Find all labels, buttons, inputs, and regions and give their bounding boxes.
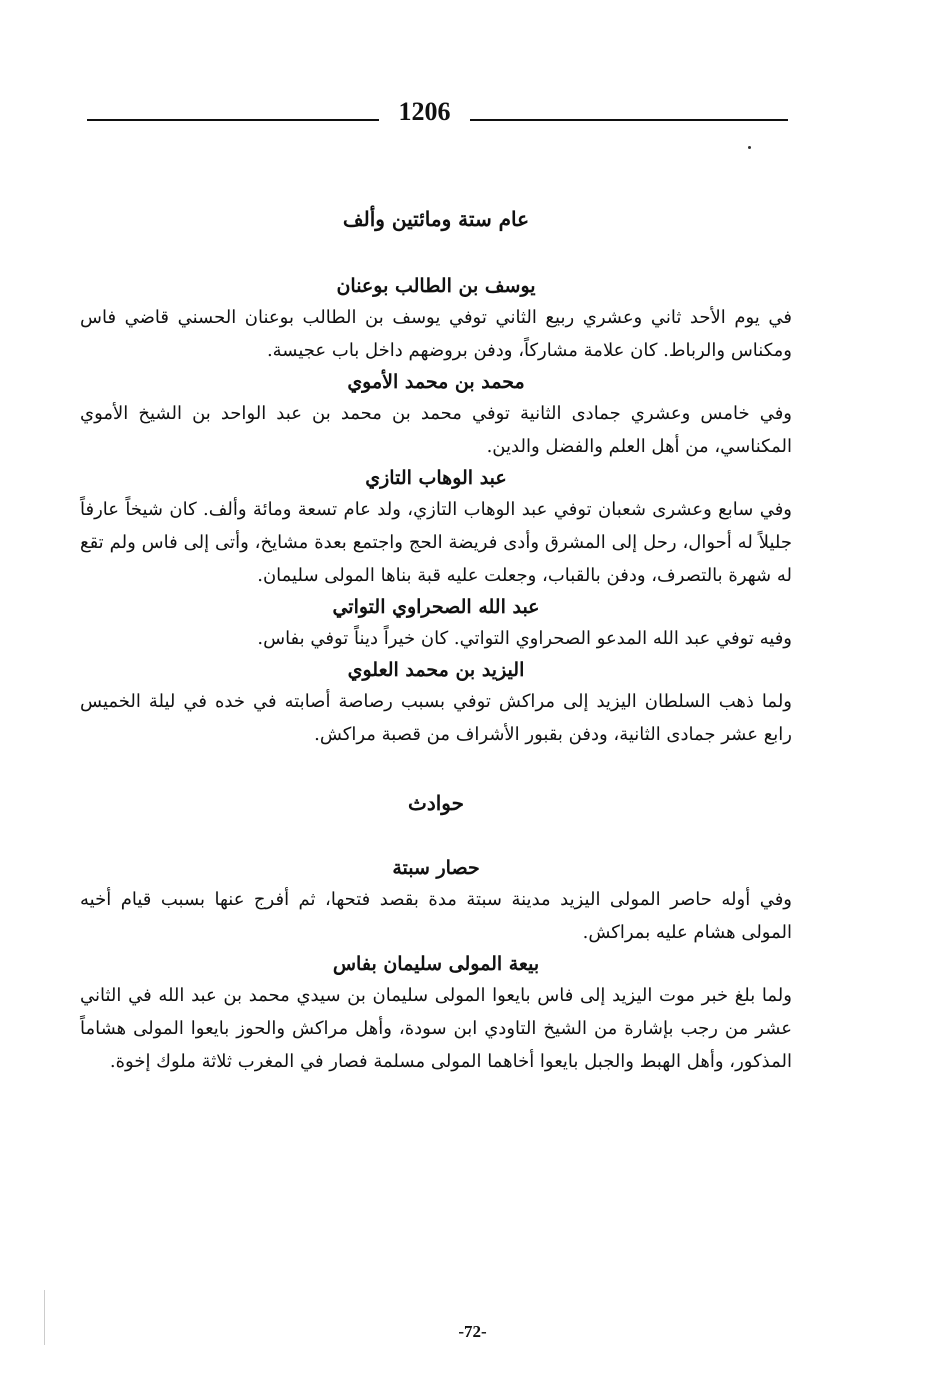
entry-text: وفي خامس وعشري جمادى الثانية توفي محمد بن محمد بن عبد الواحد بن الشيخ الأموي المكناسي، من أهل العلم والفضل والدين. xyxy=(80,403,792,457)
entry-title: محمد بن محمد الأموي xyxy=(347,371,525,393)
section-title-deaths: عام ستة ومائتين وألف xyxy=(342,207,530,231)
entry-text: وفي أوله حاصر المولى اليزيد مدينة سبتة مدة بقصد فتحها، ثم أفرج عنها بسبب قيام أخيه المولى هشام عليه بمراكش. xyxy=(80,889,792,943)
header-rule-left xyxy=(87,119,379,121)
entry-text: وفيه توفي عبد الله المدعو الصحراوي التواتي. كان خيراً ديناً توفي بفاس. xyxy=(257,628,792,649)
entry-title: عبد الله الصحراوي التواتي xyxy=(332,596,540,618)
entry-title: اليزيد بن محمد العلوي xyxy=(347,659,525,681)
entry-text: في يوم الأحد ثاني وعشري ربيع الثاني توفي يوسف بن الطالب بوعنان الحسني قاضي فاس ومكناس والرباط. كان علامة مشاركاً، ودفن بروضهم داخل باب عجيسة. xyxy=(80,307,792,361)
section-title-events: حوادث xyxy=(408,791,464,815)
page-number: -72- xyxy=(458,1322,487,1341)
page-year: 1206 xyxy=(398,97,451,126)
header-rule-right xyxy=(470,119,788,121)
entry-title: بيعة المولى سليمان بفاس xyxy=(332,953,540,975)
stray-dot xyxy=(748,146,751,149)
entry-text: ولما ذهب السلطان اليزيد إلى مراكش توفي بسبب رصاصة أصابته في خده في ليلة الخميس رابع عشر جمادى الثانية، ودفن بقبور الأشراف من قصبة مراكش. xyxy=(80,691,792,745)
entry-text: وفي سابع وعشرى شعبان توفي عبد الوهاب التازي، ولد عام تسعة ومائة وألف. كان شيخاً عارفاً جليلاً له أحوال، رحل إلى المشرق وأدى فريضة الحج واجتمع بعدة مشايخ، وأتى إلى فاس ولم تقع له شهرة بالتصرف، ودفن بالقباب، وجعلت عليه قبة بناها المولى سليمان. xyxy=(80,499,792,586)
entry-title: عبد الوهاب التازي xyxy=(365,467,507,489)
page-header xyxy=(85,95,790,135)
page-body xyxy=(80,205,792,1078)
entry-title: حصار سبتة xyxy=(392,857,480,879)
entry-text: ولما بلغ خبر موت اليزيد إلى فاس بايعوا المولى سليمان بن سيدي محمد بن عبد الله في الثاني عشر من رجب بإشارة من الشيخ التاودي ابن سودة، وأهل مراكش والحوز بايعوا المولى هشاماً المذكور، وأهل الهبط والجبل بايعوا أخاهما المولى مسلمة فصار في المغرب ثلاثة ملوك إخوة. xyxy=(80,985,792,1072)
entry-title: يوسف بن الطالب بوعنان xyxy=(336,275,536,297)
